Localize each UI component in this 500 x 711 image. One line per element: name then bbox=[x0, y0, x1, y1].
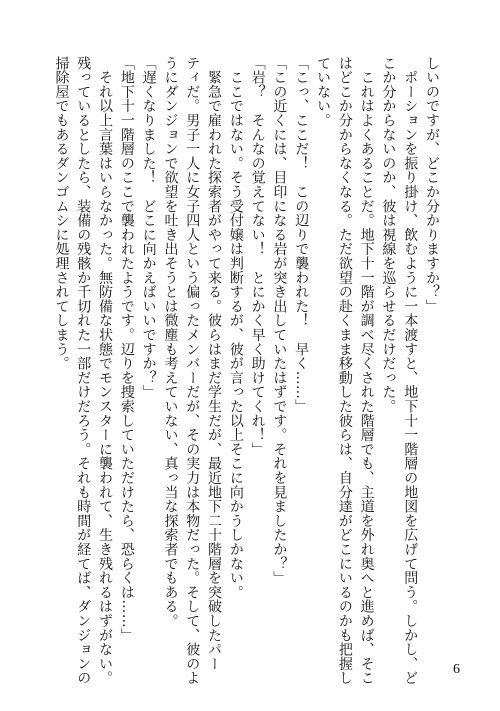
text-line: 残っているとしたら、装備の残骸か千切れた一部だけだろう。それも時間が経てば、ダンジョンの bbox=[75, 56, 92, 686]
text-line: 「地下十一階層のここで襲われたようです。辺りを捜索していただけたら、恐らくは……」 bbox=[118, 56, 135, 643]
text-line: これはよくあることだ。地下十一階が調べ尽くされた階層でも、主道を外れ奥へと進めば、そこ bbox=[358, 56, 375, 686]
text-line: ポーションを振り掛け、飲むように一本渡すと、地下十一階層の地図を広げて問う。しかし、ど bbox=[402, 56, 419, 686]
text-line: それ以上言葉はいらなかった。無防備な状態でモンスターに襲われて、生き残れるはずがない。 bbox=[97, 56, 114, 686]
vertical-text-body bbox=[53, 56, 442, 686]
text-line: 掃除屋でもあるダンゴムシに処理されてしまう。 bbox=[53, 56, 70, 371]
text-line: 「岩？ そんなの覚えてない！ とにかく早く助けてくれ！」 bbox=[249, 56, 266, 457]
text-line: うにダンジョンで欲望を吐き出そうとは微塵も考えていない、真っ当な探索者でもある。 bbox=[162, 56, 179, 628]
text-line: 緊急で雇われた探索者がやって来る。彼らはまだ学生だが、最近地下二十階層を突破したパー bbox=[206, 56, 223, 671]
page-number: 6 bbox=[453, 662, 460, 677]
text-line: 「遅くなりました！ どこに向かえばいいですか？」 bbox=[140, 56, 157, 400]
text-line: 「こっ、ここだ！ この辺りで襲われた！ 早く……」 bbox=[293, 56, 310, 414]
text-line: 「この近くには、目印になる岩が突き出していたはずです。それを見ましたか？」 bbox=[271, 56, 288, 586]
text-line: しいのですが、どこか分かりますか？」 bbox=[424, 56, 440, 314]
text-line: ティだ。男子一人に女子四人という偏ったメンバーだが、その実力は本物だった。そして、彼のよ bbox=[184, 56, 201, 686]
text-line: ここではない。そう受付嬢は判断するが、彼が言った以上そこに向かうしかない。 bbox=[227, 56, 244, 600]
text-line: はどこか分からなくなる。ただ欲望の赴くまま移動した彼らは、自分達がどこにいるのかも把握し bbox=[336, 56, 353, 686]
text-line: こか分からないのか、彼は視線を巡らせるだけだった。 bbox=[380, 56, 397, 414]
text-line: ていない。 bbox=[315, 56, 332, 128]
